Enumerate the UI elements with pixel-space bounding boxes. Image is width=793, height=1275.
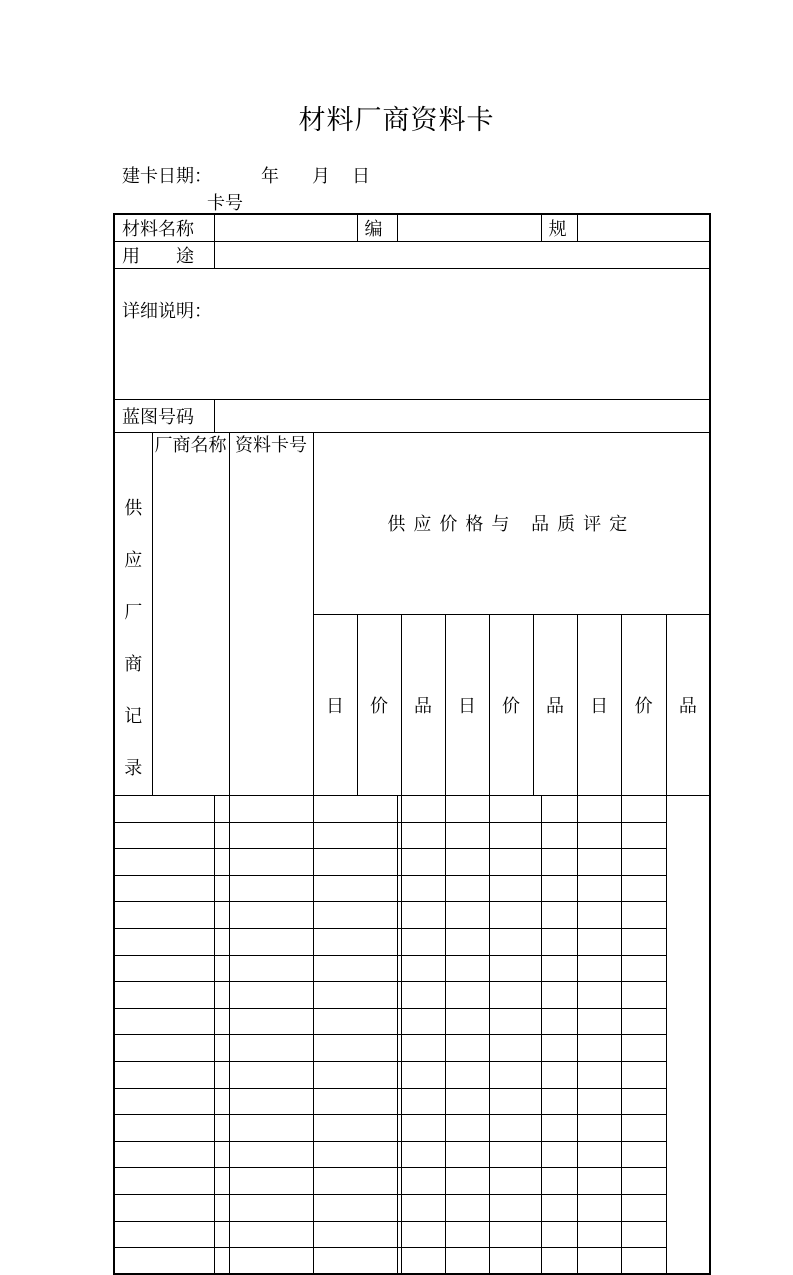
date-cell[interactable] bbox=[401, 928, 445, 955]
price-cell[interactable] bbox=[445, 1168, 489, 1195]
quality-cell[interactable] bbox=[621, 1248, 666, 1275]
quality-cell[interactable] bbox=[621, 955, 666, 982]
quality-cell[interactable] bbox=[621, 1141, 666, 1168]
card-no-cell[interactable] bbox=[214, 1248, 229, 1275]
date-cell[interactable] bbox=[229, 875, 313, 902]
quality-cell[interactable] bbox=[489, 822, 541, 849]
price-cell[interactable] bbox=[313, 1035, 397, 1062]
card-no-cell[interactable] bbox=[214, 902, 229, 929]
detail-row bbox=[114, 269, 710, 400]
supplier-name-cell[interactable] bbox=[114, 822, 214, 849]
supplier-record-row bbox=[114, 1088, 710, 1115]
date-cell[interactable] bbox=[229, 1008, 313, 1035]
date-cell[interactable] bbox=[401, 902, 445, 929]
price-cell[interactable] bbox=[577, 1061, 621, 1088]
price-cell[interactable] bbox=[445, 875, 489, 902]
supplier-record-row bbox=[114, 1008, 710, 1035]
build-date-day: 日 bbox=[352, 166, 370, 187]
sub-col-price: 价 bbox=[489, 614, 533, 796]
price-cell[interactable] bbox=[313, 875, 397, 902]
card-no-cell[interactable] bbox=[214, 1221, 229, 1248]
price-cell[interactable] bbox=[445, 1221, 489, 1248]
price-cell[interactable] bbox=[577, 1221, 621, 1248]
quality-cell[interactable] bbox=[489, 1008, 541, 1035]
card-no-cell[interactable] bbox=[214, 1168, 229, 1195]
price-cell[interactable] bbox=[577, 1035, 621, 1062]
price-cell[interactable] bbox=[445, 849, 489, 876]
quality-cell[interactable] bbox=[621, 875, 666, 902]
date-cell[interactable] bbox=[541, 1168, 577, 1195]
quality-cell[interactable] bbox=[621, 1035, 666, 1062]
quality-cell[interactable] bbox=[621, 1168, 666, 1195]
supplier-record-row bbox=[114, 1115, 710, 1142]
supplier-header-row-1 bbox=[114, 433, 710, 615]
price-cell[interactable] bbox=[577, 1115, 621, 1142]
date-cell[interactable] bbox=[401, 1035, 445, 1062]
quality-cell[interactable] bbox=[489, 1168, 541, 1195]
supplier-record-row bbox=[114, 849, 710, 876]
quality-cell[interactable] bbox=[489, 1248, 541, 1275]
price-cell[interactable] bbox=[577, 1248, 621, 1275]
supplier-name-cell[interactable] bbox=[114, 1035, 214, 1062]
quality-cell[interactable] bbox=[621, 1061, 666, 1088]
price-cell[interactable] bbox=[313, 1194, 397, 1221]
date-cell[interactable] bbox=[401, 1168, 445, 1195]
supplier-card-no-header: 资料卡号 bbox=[229, 433, 313, 796]
price-cell[interactable] bbox=[577, 822, 621, 849]
date-cell[interactable] bbox=[401, 796, 445, 823]
supplier-name-cell[interactable] bbox=[114, 902, 214, 929]
supplier-record-row bbox=[114, 982, 710, 1009]
quality-cell[interactable] bbox=[621, 849, 666, 876]
supplier-record-row bbox=[114, 1248, 710, 1275]
date-cell[interactable] bbox=[229, 1061, 313, 1088]
build-date-month: 月 bbox=[312, 166, 330, 187]
date-cell[interactable] bbox=[229, 849, 313, 876]
usage-label: 用 途 bbox=[114, 242, 214, 269]
date-cell[interactable] bbox=[401, 1008, 445, 1035]
supplier-name-cell[interactable] bbox=[114, 928, 214, 955]
supplier-record-row bbox=[114, 1168, 710, 1195]
price-cell[interactable] bbox=[445, 928, 489, 955]
detail-label: 详细说明： bbox=[122, 301, 212, 322]
card-no-cell[interactable] bbox=[214, 1008, 229, 1035]
date-cell[interactable] bbox=[229, 982, 313, 1009]
date-cell[interactable] bbox=[401, 1141, 445, 1168]
date-cell[interactable] bbox=[229, 1194, 313, 1221]
supplier-record-row bbox=[114, 875, 710, 902]
supplier-name-cell[interactable] bbox=[114, 1194, 214, 1221]
card-no-cell[interactable] bbox=[214, 822, 229, 849]
supplier-record-row bbox=[114, 1035, 710, 1062]
card-no-cell[interactable] bbox=[214, 955, 229, 982]
quality-cell[interactable] bbox=[621, 982, 666, 1009]
price-cell[interactable] bbox=[577, 1088, 621, 1115]
date-cell[interactable] bbox=[541, 849, 577, 876]
usage-field[interactable] bbox=[214, 242, 710, 269]
form-title: 材料厂商资料卡 bbox=[298, 105, 495, 136]
quality-cell[interactable] bbox=[489, 902, 541, 929]
card-no-cell[interactable] bbox=[214, 796, 229, 823]
price-cell[interactable] bbox=[445, 1088, 489, 1115]
price-cell[interactable] bbox=[577, 955, 621, 982]
quality-cell[interactable] bbox=[621, 822, 666, 849]
price-cell[interactable] bbox=[445, 1008, 489, 1035]
card-no-cell[interactable] bbox=[214, 849, 229, 876]
supplier-name-cell[interactable] bbox=[114, 1115, 214, 1142]
quality-cell[interactable] bbox=[489, 955, 541, 982]
date-cell[interactable] bbox=[541, 796, 577, 823]
price-cell[interactable] bbox=[313, 1221, 397, 1248]
date-cell[interactable] bbox=[401, 982, 445, 1009]
date-cell[interactable] bbox=[401, 955, 445, 982]
material-supplier-form bbox=[113, 213, 711, 1275]
supplier-name-cell[interactable] bbox=[114, 1221, 214, 1248]
quality-cell[interactable] bbox=[489, 796, 541, 823]
supplier-name-cell[interactable] bbox=[114, 1141, 214, 1168]
date-cell[interactable] bbox=[541, 1141, 577, 1168]
date-cell[interactable] bbox=[229, 902, 313, 929]
quality-cell[interactable] bbox=[489, 849, 541, 876]
price-cell[interactable] bbox=[313, 955, 397, 982]
price-cell[interactable] bbox=[577, 982, 621, 1009]
quality-cell[interactable] bbox=[621, 796, 666, 823]
quality-cell[interactable] bbox=[489, 1035, 541, 1062]
price-cell[interactable] bbox=[577, 902, 621, 929]
date-cell[interactable] bbox=[401, 1115, 445, 1142]
supplier-record-row bbox=[114, 902, 710, 929]
price-quality-header: 供应价格与 品质评定 bbox=[313, 433, 710, 615]
date-cell[interactable] bbox=[541, 1008, 577, 1035]
supplier-name-cell[interactable] bbox=[114, 955, 214, 982]
price-cell[interactable] bbox=[313, 1061, 397, 1088]
build-date-label: 建卡日期： bbox=[122, 166, 212, 187]
date-cell[interactable] bbox=[541, 955, 577, 982]
date-cell[interactable] bbox=[229, 1248, 313, 1275]
sub-col-date: 日 bbox=[313, 614, 357, 796]
date-cell[interactable] bbox=[541, 902, 577, 929]
supplier-record-row bbox=[114, 796, 710, 823]
supplier-name-cell[interactable] bbox=[114, 1088, 214, 1115]
date-cell[interactable] bbox=[541, 875, 577, 902]
material-name-field[interactable] bbox=[214, 214, 357, 242]
date-cell[interactable] bbox=[401, 849, 445, 876]
date-cell[interactable] bbox=[229, 822, 313, 849]
usage-row bbox=[114, 242, 710, 269]
card-no-cell[interactable] bbox=[214, 1035, 229, 1062]
price-cell[interactable] bbox=[313, 1088, 397, 1115]
quality-cell[interactable] bbox=[489, 1221, 541, 1248]
sub-col-quality: 品 bbox=[533, 614, 577, 796]
price-cell[interactable] bbox=[313, 849, 397, 876]
detail-field[interactable] bbox=[114, 269, 710, 400]
price-cell[interactable] bbox=[313, 1141, 397, 1168]
price-cell[interactable] bbox=[313, 1115, 397, 1142]
quality-cell[interactable] bbox=[621, 1088, 666, 1115]
card-no-cell[interactable] bbox=[214, 1061, 229, 1088]
quality-cell[interactable] bbox=[489, 875, 541, 902]
supplier-name-cell[interactable] bbox=[114, 796, 214, 823]
date-cell[interactable] bbox=[401, 1221, 445, 1248]
date-cell[interactable] bbox=[541, 822, 577, 849]
quality-cell[interactable] bbox=[621, 1115, 666, 1142]
blueprint-label: 蓝图号码 bbox=[114, 400, 214, 433]
price-cell[interactable] bbox=[313, 1008, 397, 1035]
supplier-record-row bbox=[114, 1141, 710, 1168]
supplier-rows bbox=[114, 796, 710, 1275]
date-cell[interactable] bbox=[229, 928, 313, 955]
card-no-cell[interactable] bbox=[214, 1141, 229, 1168]
date-cell[interactable] bbox=[229, 1035, 313, 1062]
quality-cell[interactable] bbox=[621, 1194, 666, 1221]
quality-cell[interactable] bbox=[489, 1141, 541, 1168]
quality-cell[interactable] bbox=[621, 1008, 666, 1035]
quality-cell[interactable] bbox=[489, 928, 541, 955]
price-cell[interactable] bbox=[577, 849, 621, 876]
code-label: 编 bbox=[357, 214, 397, 242]
date-cell[interactable] bbox=[229, 796, 313, 823]
price-cell[interactable] bbox=[577, 875, 621, 902]
card-no-cell[interactable] bbox=[214, 1194, 229, 1221]
price-cell[interactable] bbox=[577, 1194, 621, 1221]
price-cell[interactable] bbox=[445, 1194, 489, 1221]
supplier-name-cell[interactable] bbox=[114, 875, 214, 902]
spec-field[interactable] bbox=[577, 214, 710, 242]
date-cell[interactable] bbox=[229, 955, 313, 982]
sub-col-price: 价 bbox=[357, 614, 401, 796]
price-cell[interactable] bbox=[313, 822, 397, 849]
date-cell[interactable] bbox=[401, 822, 445, 849]
date-cell[interactable] bbox=[541, 1248, 577, 1275]
spec-label: 规 bbox=[541, 214, 577, 242]
card-no-cell[interactable] bbox=[214, 928, 229, 955]
date-cell[interactable] bbox=[541, 1061, 577, 1088]
supplier-name-cell[interactable] bbox=[114, 849, 214, 876]
price-cell[interactable] bbox=[445, 955, 489, 982]
quality-cell[interactable] bbox=[621, 1221, 666, 1248]
price-cell[interactable] bbox=[445, 822, 489, 849]
price-cell[interactable] bbox=[313, 928, 397, 955]
quality-cell[interactable] bbox=[489, 982, 541, 1009]
sub-col-price: 价 bbox=[621, 614, 666, 796]
supplier-record-row bbox=[114, 1061, 710, 1088]
card-no-cell[interactable] bbox=[214, 1088, 229, 1115]
sub-col-quality: 品 bbox=[666, 614, 710, 796]
date-cell[interactable] bbox=[541, 1115, 577, 1142]
supplier-name-cell[interactable] bbox=[114, 1061, 214, 1088]
supplier-record-row bbox=[114, 822, 710, 849]
price-cell[interactable] bbox=[313, 982, 397, 1009]
date-cell[interactable] bbox=[229, 1221, 313, 1248]
supplier-record-row bbox=[114, 955, 710, 982]
date-cell[interactable] bbox=[229, 1115, 313, 1142]
date-cell[interactable] bbox=[229, 1168, 313, 1195]
material-name-label: 材料名称 bbox=[114, 214, 214, 242]
supplier-record-row bbox=[114, 928, 710, 955]
supplier-name-header: 厂商名称 bbox=[152, 433, 229, 796]
card-no-cell[interactable] bbox=[214, 1115, 229, 1142]
blueprint-field[interactable] bbox=[214, 400, 710, 433]
price-cell[interactable] bbox=[445, 902, 489, 929]
quality-cell[interactable] bbox=[489, 1088, 541, 1115]
card-number-label: 卡号 bbox=[207, 193, 243, 214]
code-field[interactable] bbox=[397, 214, 541, 242]
price-cell[interactable] bbox=[445, 1141, 489, 1168]
supplier-record-side-label: 供 应 厂 商 记 录 bbox=[114, 433, 152, 796]
sub-col-date: 日 bbox=[577, 614, 621, 796]
quality-cell[interactable] bbox=[489, 1194, 541, 1221]
price-cell[interactable] bbox=[577, 1141, 621, 1168]
quality-cell[interactable] bbox=[489, 1115, 541, 1142]
build-date-year: 年 bbox=[261, 166, 279, 187]
price-cell[interactable] bbox=[577, 796, 621, 823]
date-cell[interactable] bbox=[401, 1061, 445, 1088]
date-cell[interactable] bbox=[541, 982, 577, 1009]
quality-cell[interactable] bbox=[621, 902, 666, 929]
price-cell[interactable] bbox=[445, 796, 489, 823]
price-cell[interactable] bbox=[313, 902, 397, 929]
price-cell[interactable] bbox=[313, 1248, 397, 1275]
price-cell[interactable] bbox=[577, 1008, 621, 1035]
price-cell[interactable] bbox=[445, 1061, 489, 1088]
date-cell[interactable] bbox=[401, 1088, 445, 1115]
sub-col-date: 日 bbox=[445, 614, 489, 796]
card-no-cell[interactable] bbox=[214, 982, 229, 1009]
date-cell[interactable] bbox=[401, 1248, 445, 1275]
date-cell[interactable] bbox=[229, 1088, 313, 1115]
price-cell[interactable] bbox=[445, 982, 489, 1009]
quality-cell[interactable] bbox=[621, 928, 666, 955]
price-cell[interactable] bbox=[445, 1035, 489, 1062]
date-cell[interactable] bbox=[541, 928, 577, 955]
date-cell[interactable] bbox=[541, 1088, 577, 1115]
supplier-name-cell[interactable] bbox=[114, 982, 214, 1009]
date-cell[interactable] bbox=[541, 1221, 577, 1248]
price-cell[interactable] bbox=[445, 1248, 489, 1275]
blueprint-row bbox=[114, 400, 710, 433]
date-cell[interactable] bbox=[541, 1194, 577, 1221]
date-cell[interactable] bbox=[229, 1141, 313, 1168]
supplier-record-row bbox=[114, 1194, 710, 1221]
price-cell[interactable] bbox=[313, 1168, 397, 1195]
price-cell[interactable] bbox=[577, 928, 621, 955]
supplier-record-row bbox=[114, 1221, 710, 1248]
date-cell[interactable] bbox=[401, 875, 445, 902]
quality-cell[interactable] bbox=[489, 1061, 541, 1088]
sub-col-quality: 品 bbox=[401, 614, 445, 796]
price-cell[interactable] bbox=[577, 1168, 621, 1195]
supplier-name-cell[interactable] bbox=[114, 1168, 214, 1195]
date-cell[interactable] bbox=[401, 1194, 445, 1221]
price-cell[interactable] bbox=[445, 1115, 489, 1142]
date-cell[interactable] bbox=[541, 1035, 577, 1062]
supplier-name-cell[interactable] bbox=[114, 1008, 214, 1035]
material-name-row bbox=[114, 214, 710, 242]
card-no-cell[interactable] bbox=[214, 875, 229, 902]
price-cell[interactable] bbox=[313, 796, 397, 823]
supplier-name-cell[interactable] bbox=[114, 1248, 214, 1275]
